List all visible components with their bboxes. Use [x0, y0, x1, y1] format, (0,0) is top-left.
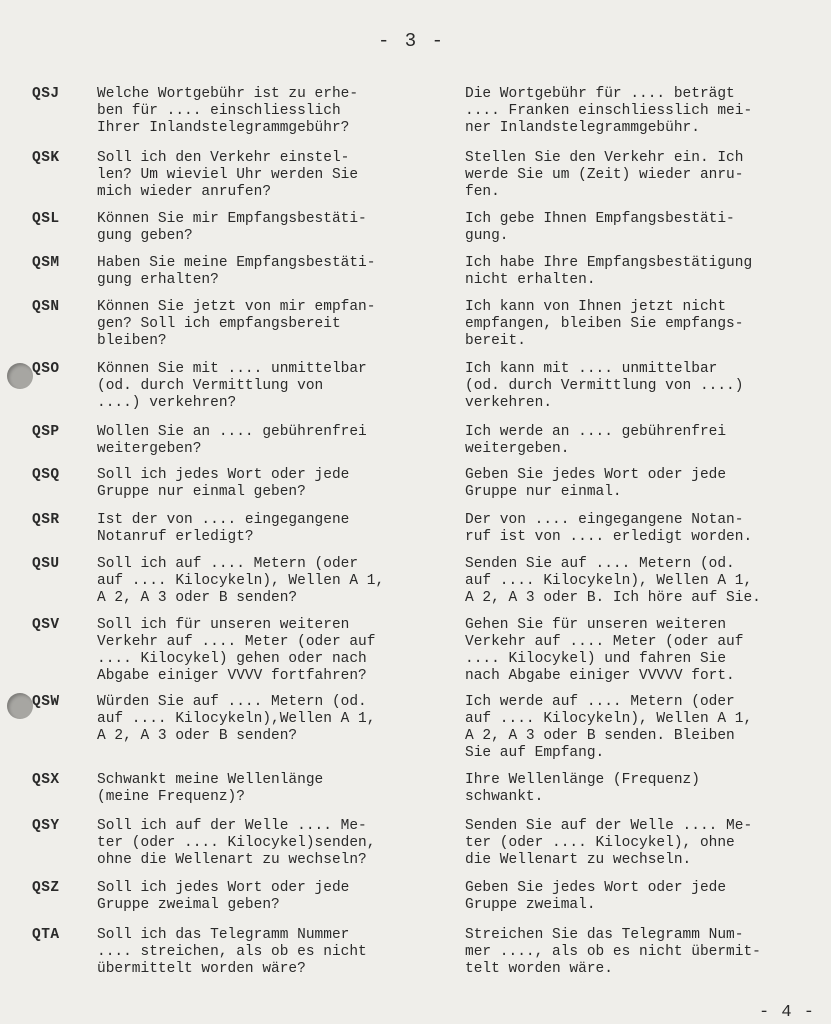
question-text: Welche Wortgebühr ist zu erhe- ben für .... einschliesslich Ihrer Inlandstelegrammgebühr? — [97, 86, 359, 136]
q-code: QSX — [32, 772, 60, 788]
answer-text: Geben Sie jedes Wort oder jede Gruppe nur einmal. — [465, 467, 727, 500]
punch-hole — [7, 693, 33, 719]
question-text: Soll ich auf .... Metern (oder auf .... Kilocykeln), Wellen A 1, A 2, A 3 oder B senden? — [97, 556, 385, 606]
punch-hole — [7, 363, 33, 389]
q-code: QSY — [32, 818, 60, 834]
footer-page-number: - 4 - — [759, 1003, 816, 1022]
question-text: Können Sie mit .... unmittelbar (od. durch Vermittlung von ....) verkehren? — [97, 361, 367, 411]
q-code: QSL — [32, 211, 60, 227]
q-code: QSJ — [32, 86, 60, 102]
q-code: QSN — [32, 299, 60, 315]
answer-text: Senden Sie auf der Welle .... Me- ter (oder .... Kilocykel), ohne die Wellenart zu wechseln. — [465, 818, 753, 868]
question-text: Soll ich den Verkehr einstel- len? Um wieviel Uhr werden Sie mich wieder anrufen? — [97, 150, 359, 200]
answer-text: Gehen Sie für unseren weiteren Verkehr auf .... Meter (oder auf .... Kilocykel) und fahren Sie nach Abgabe einiger VVVVV fort. — [465, 617, 744, 684]
answer-text: Ich werde an .... gebührenfrei weitergeben. — [465, 424, 727, 457]
question-text: Haben Sie meine Empfangsbestäti- gung erhalten? — [97, 255, 376, 288]
q-code: QSP — [32, 424, 60, 440]
question-text: Soll ich auf der Welle .... Me- ter (oder .... Kilocykel)senden, ohne die Wellenart zu wechseln? — [97, 818, 376, 868]
answer-text: Streichen Sie das Telegramm Num- mer ...., als ob es nicht übermit- telt worden wäre. — [465, 927, 761, 977]
answer-text: Ich gebe Ihnen Empfangsbestäti- gung. — [465, 211, 735, 244]
answer-text: Ihre Wellenlänge (Frequenz) schwankt. — [465, 772, 700, 805]
q-code: QSQ — [32, 467, 60, 483]
q-code: QSO — [32, 361, 60, 377]
question-text: Können Sie jetzt von mir empfan- gen? Soll ich empfangsbereit bleiben? — [97, 299, 376, 349]
question-text: Soll ich jedes Wort oder jede Gruppe zweimal geben? — [97, 880, 350, 913]
answer-text: Ich habe Ihre Empfangsbestätigung nicht erhalten. — [465, 255, 753, 288]
answer-text: Senden Sie auf .... Metern (od. auf .... Kilocykeln), Wellen A 1, A 2, A 3 oder B. Ich höre auf Sie. — [465, 556, 761, 606]
q-code: QSV — [32, 617, 60, 633]
question-text: Können Sie mir Empfangsbestäti- gung geben? — [97, 211, 367, 244]
q-code: QTA — [32, 927, 60, 943]
question-text: Würden Sie auf .... Metern (od. auf .... Kilocykeln),Wellen A 1, A 2, A 3 oder B senden? — [97, 694, 376, 744]
question-text: Soll ich jedes Wort oder jede Gruppe nur einmal geben? — [97, 467, 350, 500]
answer-text: Die Wortgebühr für .... beträgt .... Franken einschliesslich mei- ner Inlandstelegrammgebühr. — [465, 86, 753, 136]
question-text: Soll ich das Telegramm Nummer .... streichen, als ob es nicht übermittelt worden wäre? — [97, 927, 367, 977]
answer-text: Stellen Sie den Verkehr ein. Ich werde Sie um (Zeit) wieder anru- fen. — [465, 150, 744, 200]
answer-text: Der von .... eingegangene Notan- ruf ist von .... erledigt worden. — [465, 512, 753, 545]
question-text: Soll ich für unseren weiteren Verkehr auf .... Meter (oder auf .... Kilocykel) gehen oder nach Abgabe einiger VVVV fortfahren? — [97, 617, 376, 684]
question-text: Schwankt meine Wellenlänge (meine Frequenz)? — [97, 772, 324, 805]
q-code: QSU — [32, 556, 60, 572]
q-code: QSZ — [32, 880, 60, 896]
answer-text: Geben Sie jedes Wort oder jede Gruppe zweimal. — [465, 880, 727, 913]
answer-text: Ich kann mit .... unmittelbar (od. durch Vermittlung von ....) verkehren. — [465, 361, 744, 411]
q-code: QSK — [32, 150, 60, 166]
answer-text: Ich kann von Ihnen jetzt nicht empfangen, bleiben Sie empfangs- bereit. — [465, 299, 744, 349]
answer-text: Ich werde auf .... Metern (oder auf .... Kilocykeln), Wellen A 1, A 2, A 3 oder B senden. Bleiben Sie auf Empfang. — [465, 694, 753, 761]
q-code: QSW — [32, 694, 60, 710]
question-text: Wollen Sie an .... gebührenfrei weitergeben? — [97, 424, 367, 457]
q-code: QSM — [32, 255, 60, 271]
question-text: Ist der von .... eingegangene Notanruf erledigt? — [97, 512, 350, 545]
page-number: - 3 - — [378, 30, 446, 52]
q-code: QSR — [32, 512, 60, 528]
